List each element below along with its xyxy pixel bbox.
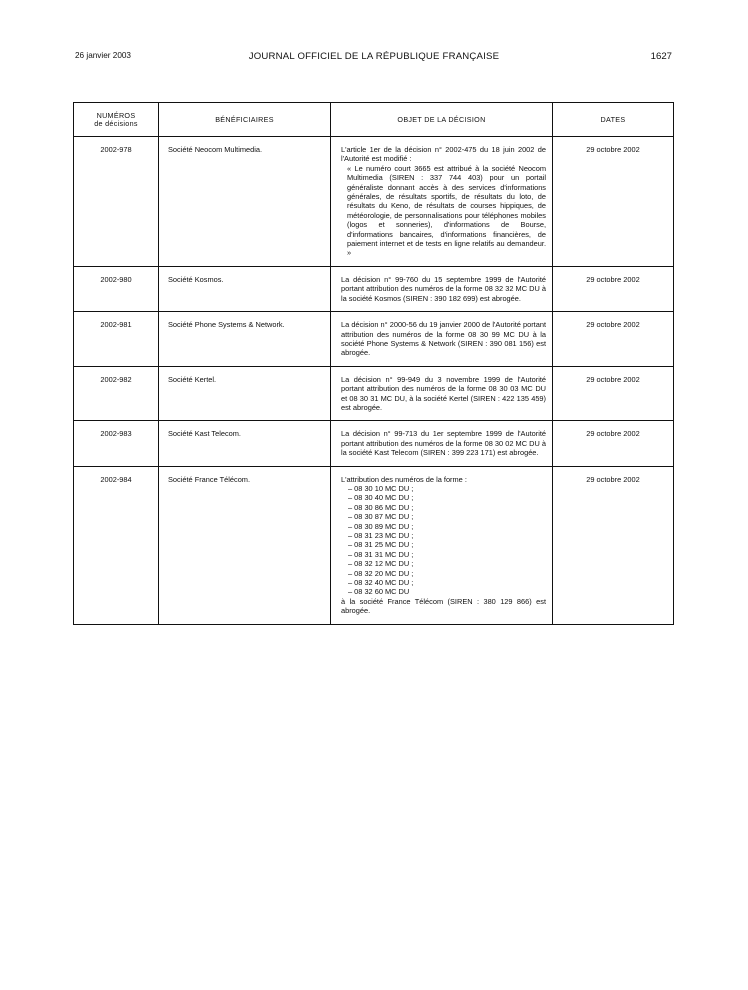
decision-object [331,466,553,624]
decision-number: 2002-980 [74,266,159,311]
list-item: – 08 30 40 MC DU ; [348,493,414,503]
list-item: – 08 30 10 MC DU ; [348,483,414,493]
decision-number: 2002-981 [74,312,159,367]
decision-date: 29 octobre 2002 [553,421,674,466]
decision-text: La décision n° 99-949 du 3 novembre 1999 de l'Autorité portant attribution des numéros de la forme 08 30 03 MC DU et 08 30 31 MC DU, à la société Kertel (SIREN : 422 135 459) est abrogée. [341,374,546,412]
list-item: – 08 31 25 MC DU ; [348,540,414,550]
beneficiary: Société Kosmos. [159,266,331,311]
list-item: – 08 30 86 MC DU ; [348,502,414,512]
decision-date: 29 octobre 2002 [553,466,674,624]
table-row [74,366,674,421]
decision-number: 2002-983 [74,421,159,466]
beneficiary: Société France Télécom. [159,466,331,624]
beneficiary: Société Phone Systems & Network. [159,312,331,367]
list-item: – 08 31 31 MC DU ; [348,549,414,559]
decision-date: 29 octobre 2002 [553,312,674,367]
list-item: – 08 32 12 MC DU ; [348,559,414,569]
decision-text: La décision n° 99-713 du 1er septembre 1999 de l'Autorité portant attribution des numéros de la forme 08 30 02 MC DU à la société Kast Telecom (SIREN : 399 223 171) est abrogée. [341,429,546,458]
header-numeros-line2: de décisions [94,118,138,128]
number-list [341,484,546,597]
decision-object [331,137,553,267]
table-row [74,137,674,267]
table-row [74,266,674,311]
decision-object [331,421,553,466]
list-item: – 08 32 60 MC DU [348,587,410,597]
list-item: – 08 30 89 MC DU ; [348,521,414,531]
header-beneficiaires: BÉNÉFICIAIRES [159,103,331,137]
list-item: – 08 32 20 MC DU ; [348,568,414,578]
journal-title: JOURNAL OFFICIEL DE LA RÉPUBLIQUE FRANÇAISE [248,51,500,62]
decision-text: L'article 1er de la décision n° 2002-475 du 18 juin 2002 de l'Autorité est modifié : [341,145,546,164]
decision-number: 2002-984 [74,466,159,624]
page-number: 1627 [650,51,672,62]
header-dates: DATES [553,103,674,137]
decision-object [331,266,553,311]
list-item: – 08 30 87 MC DU ; [348,512,414,522]
decision-date: 29 octobre 2002 [553,266,674,311]
header-numeros-line1: NUMÉROS [96,110,136,120]
table-row [74,312,674,367]
header-objet: OBJET DE LA DÉCISION [331,103,553,137]
beneficiary: Société Kast Telecom. [159,421,331,466]
list-item: – 08 32 40 MC DU ; [348,578,414,588]
decision-text: L'attribution des numéros de la forme : [341,474,467,484]
decision-text: La décision n° 2000-56 du 19 janvier 2000 de l'Autorité portant attribution des numéros de la forme 08 30 99 MC DU à la société Phone Systems & Network (SIREN : 390 081 156) est abrogée. [341,320,546,358]
decision-text-end: à la société France Télécom (SIREN : 380 129 866) est abrogée. [341,596,546,616]
table-row [74,421,674,466]
decision-date: 29 octobre 2002 [553,366,674,421]
decision-date: 29 octobre 2002 [553,137,674,267]
decisions-table [73,102,674,625]
header-numeros [74,103,159,137]
header-date: 26 janvier 2003 [75,51,131,60]
decision-quote: « Le numéro court 3665 est attribué à la société Neocom Multimedia (SIREN : 337 744 403) pour un portail généraliste donnant accès à des services d'informations générales, de résultats sportifs, de résultats du loto, de résultats du Keno, de résultats de courses hippiques, de météorologie, de personnalisations pour téléphones mobiles (logos et sonneries), d'informations de Bourse, d'informations bancaires, d'informations financières, de paiement internet et de tests en ligne relatifs au demandeur. » [347,163,546,258]
table-row [74,466,674,624]
beneficiary: Société Kertel. [159,366,331,421]
table-header-row [74,103,674,137]
decision-object [331,366,553,421]
list-item: – 08 31 23 MC DU ; [348,531,414,540]
beneficiary: Société Neocom Multimedia. [159,137,331,267]
decision-number: 2002-978 [74,137,159,267]
decision-object [331,312,553,367]
decision-text: La décision n° 99-760 du 15 septembre 1999 de l'Autorité portant attribution des numéros de la forme 08 32 32 MC DU à la société Kosmos (SIREN : 390 182 699) est abrogée. [341,274,546,303]
decision-number: 2002-982 [74,366,159,421]
